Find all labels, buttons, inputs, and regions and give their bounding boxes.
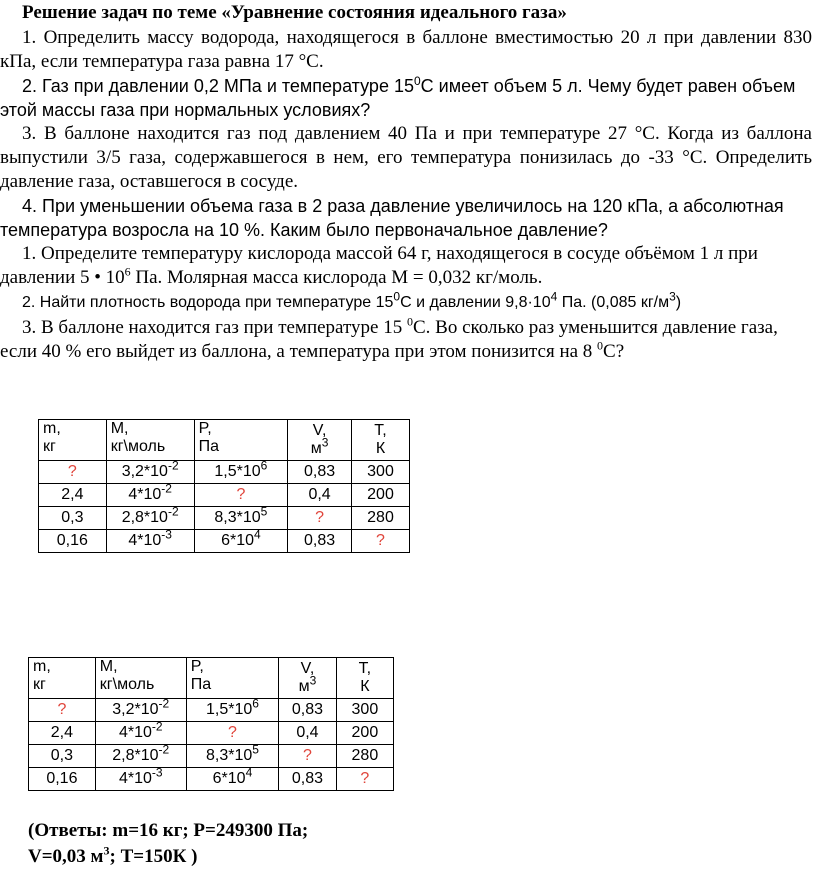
table-cell: 0,3: [39, 507, 107, 530]
table-cell: $4*10^{-2}$: [95, 722, 186, 745]
answers-line-1: (Ответы: m=16 кг; P=249300 Па;: [28, 820, 309, 841]
table-cell: 0,4: [279, 722, 337, 745]
table-cell: ?: [336, 768, 393, 791]
table-cell: 280: [336, 745, 393, 768]
table-cell: $2,8*10^{-2}$: [106, 507, 194, 530]
table-cell: 280: [352, 507, 410, 530]
table-cell: 200: [352, 484, 410, 507]
table-cell: 300: [336, 699, 393, 722]
header-T: T, К: [352, 420, 410, 461]
table-cell: 2,4: [39, 484, 107, 507]
table-header-row: [29, 658, 394, 699]
problem-3-a: 3. В баллоне находится газ под давлением 40 Па и при температуре 27 °С. Когда из баллона выпустили 3/5 газа, содержавшегося в нем, его температура понизилась до -33 °С. Определить давление газа, оставшегося в сосуде.: [0, 123, 812, 192]
table-cell: $2,8*10^{-2}$: [95, 745, 186, 768]
header-V: V, $м^3$: [279, 658, 337, 699]
table-cell: $1,5*10^6$: [186, 699, 278, 722]
header-V: V, $м^3$: [288, 420, 352, 461]
table-cell: ?: [279, 745, 337, 768]
table-cell: 0,83: [288, 530, 352, 553]
document-title: Решение задач по теме «Уравнение состояния идеального газа»: [22, 2, 567, 23]
table-cell: ?: [352, 530, 410, 553]
table-cell: ?: [39, 461, 107, 484]
table-row: [29, 745, 394, 768]
table-cell: 0,83: [279, 699, 337, 722]
table-cell: 0,16: [39, 530, 107, 553]
table-cell: $4*10^{-3}$: [106, 530, 194, 553]
table-row: [39, 507, 410, 530]
header-M: M, кг\моль: [95, 658, 186, 699]
table-cell: $1,5*10^6$: [194, 461, 288, 484]
table-row: [39, 484, 410, 507]
answers-line-2: V=0,03 $м^3$; T=150К ): [28, 843, 198, 867]
table-row: [29, 768, 394, 791]
header-T: T, К: [336, 658, 393, 699]
table-cell: ?: [29, 699, 96, 722]
table-cell: $3,2*10^{-2}$: [95, 699, 186, 722]
table-cell: 0,4: [288, 484, 352, 507]
table-cell: $4*10^{-3}$: [95, 768, 186, 791]
header-P: P, Па: [186, 658, 278, 699]
table-cell: $4*10^{-2}$: [106, 484, 194, 507]
header-m: m, кг: [39, 420, 107, 461]
table-cell: ?: [194, 484, 288, 507]
data-table-2: [28, 657, 394, 791]
table-cell: $8,3*10^5$: [186, 745, 278, 768]
table-cell: 0,16: [29, 768, 96, 791]
header-P: P, Па: [194, 420, 288, 461]
table-cell: 2,4: [29, 722, 96, 745]
table-cell: $8,3*10^5$: [194, 507, 288, 530]
table-row: [39, 461, 410, 484]
table-cell: 0,83: [279, 768, 337, 791]
table-cell: 200: [336, 722, 393, 745]
table-cell: ?: [288, 507, 352, 530]
table-cell: 300: [352, 461, 410, 484]
problem-4-a: 4. При уменьшении объема газа в 2 раза давление увеличилось на 120 кПа, а абсолютная температура возросла на 10 %. Каким было первоначальное давление?: [0, 196, 784, 240]
table-cell: $3,2*10^{-2}$: [106, 461, 194, 484]
table-cell: ?: [186, 722, 278, 745]
table-header-row: [39, 420, 410, 461]
table-cell: 0,3: [29, 745, 96, 768]
answers-block: [28, 818, 308, 870]
problem-1-a: 1. Определить массу водорода, находящегося в баллоне вместимостью 20 л при давлении 830 кПа, если температура газа равна 17 °С.: [0, 27, 812, 72]
table-row: [29, 699, 394, 722]
problem-3-b: 3. В баллоне находится газ при температуре 15 $^0$С. Во сколько раз уменьшится давление газа, если 40 % его выйдет из баллона, а температура при этом понизится на 8 $^0$С?: [0, 314, 778, 362]
data-table-1: [38, 419, 410, 553]
problem-2-b: 2. Найти плотность водорода при температуре $15^0С$ и давлении $9,8\cdot 10^4$ Па. (0,085 $кг/м^3$): [22, 289, 682, 311]
header-m: m, кг: [29, 658, 96, 699]
table-row: [39, 530, 410, 553]
header-M: M, кг\моль: [106, 420, 194, 461]
problem-1-b: 1. Определите температуру кислорода массой 64 г, находящегося в сосуде объёмом 1 л при давлении 5 • $10^6$ Па. Молярная масса кислорода М = 0,032 кг/моль.: [0, 243, 758, 288]
table-cell: $6*10^4$: [186, 768, 278, 791]
table-cell: 0,83: [288, 461, 352, 484]
table-cell: $6*10^4$: [194, 530, 288, 553]
table-row: [29, 722, 394, 745]
problem-2-a: 2. Газ при давлении 0,2 МПа и температуре $15^0С$ имеет объем 5 л. Чему будет равен объем этой массы газа при нормальных условиях?: [0, 74, 796, 120]
